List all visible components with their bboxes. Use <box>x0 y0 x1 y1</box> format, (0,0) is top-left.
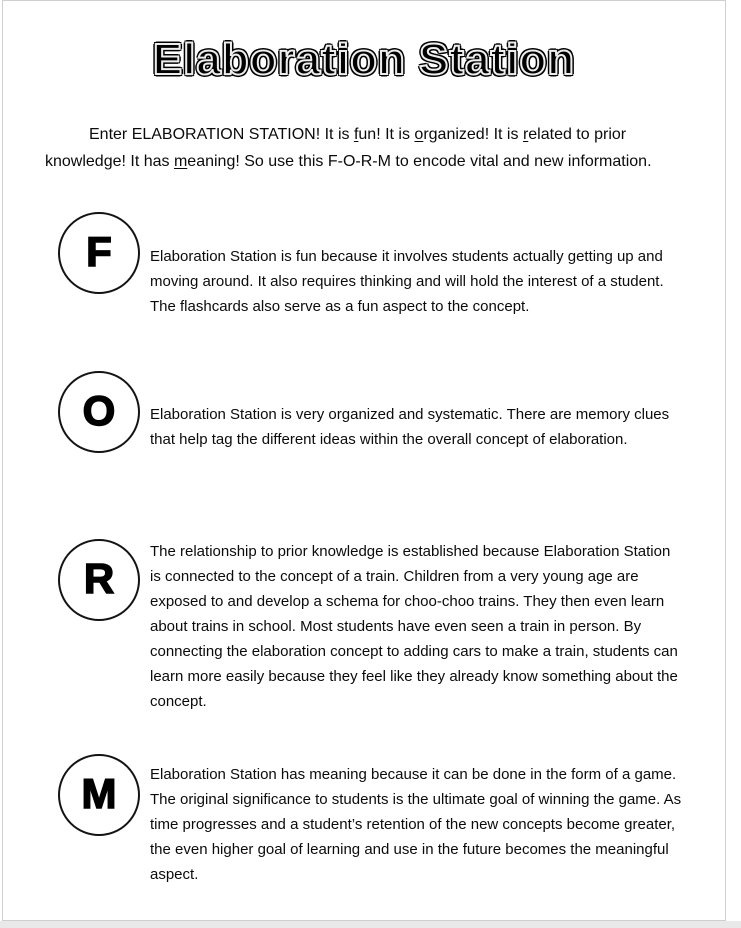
intro-text-5: eaning! So use this F-O-R-M to encode vital and new information. <box>187 153 652 170</box>
form-section-r-paragraph: The relationship to prior knowledge is established because Elaboration Station is connected to the concept of a train. Children from a very young age are exposed to and develop a schema for choo-choo trains. They then even learn about trains in school. Most students have even seen a train in person. By connecting the elaboration concept to adding cars to make a train, students can learn more easily because they feel like they already know something about the concept. <box>150 543 678 710</box>
form-section-m-paragraph: Elaboration Station has meaning because it can be done in the form of a game. The original significance to students is the ultimate goal of winning the game. As time progresses and a student’s retention of the new concepts become greater, the even higher goal of learning and use in the future becomes the meaningful aspect. <box>150 766 682 883</box>
underlined-letter-r: r <box>522 126 529 143</box>
form-letter-f: F <box>86 228 112 275</box>
underlined-letter-f: f <box>353 126 359 143</box>
form-letter-circle-f <box>58 212 140 294</box>
underlined-letter-m: m <box>173 153 188 170</box>
intro-text-3: rganized! It is <box>423 126 523 143</box>
form-letter-circle-r <box>58 539 140 621</box>
form-letter-circle-m <box>58 754 140 836</box>
document-page <box>2 0 726 921</box>
form-section-f-paragraph: Elaboration Station is fun because it involves students actually getting up and moving around. It also requires thinking and will hold the interest of a student. The flashcards also serve as a fun aspect to the concept. <box>150 248 664 315</box>
form-letter-o: O <box>82 387 116 434</box>
intro-paragraph <box>45 121 703 175</box>
form-letter-m: M <box>81 770 117 817</box>
form-letter-circle-o <box>58 371 140 453</box>
intro-text-4: elated to prior knowledge! It has <box>45 126 627 170</box>
intro-text-1: Enter ELABORATION STATION! It is <box>89 126 354 143</box>
form-letter-r: R <box>83 555 115 602</box>
underlined-letter-o: o <box>414 126 424 143</box>
viewer-backdrop <box>0 921 741 928</box>
page-title: Elaboration Station <box>152 35 576 84</box>
intro-text-2: un! It is <box>358 126 415 143</box>
form-section-o-paragraph: Elaboration Station is very organized and systematic. There are memory clues that help tag the different ideas within the overall concept of elaboration. <box>150 406 670 448</box>
